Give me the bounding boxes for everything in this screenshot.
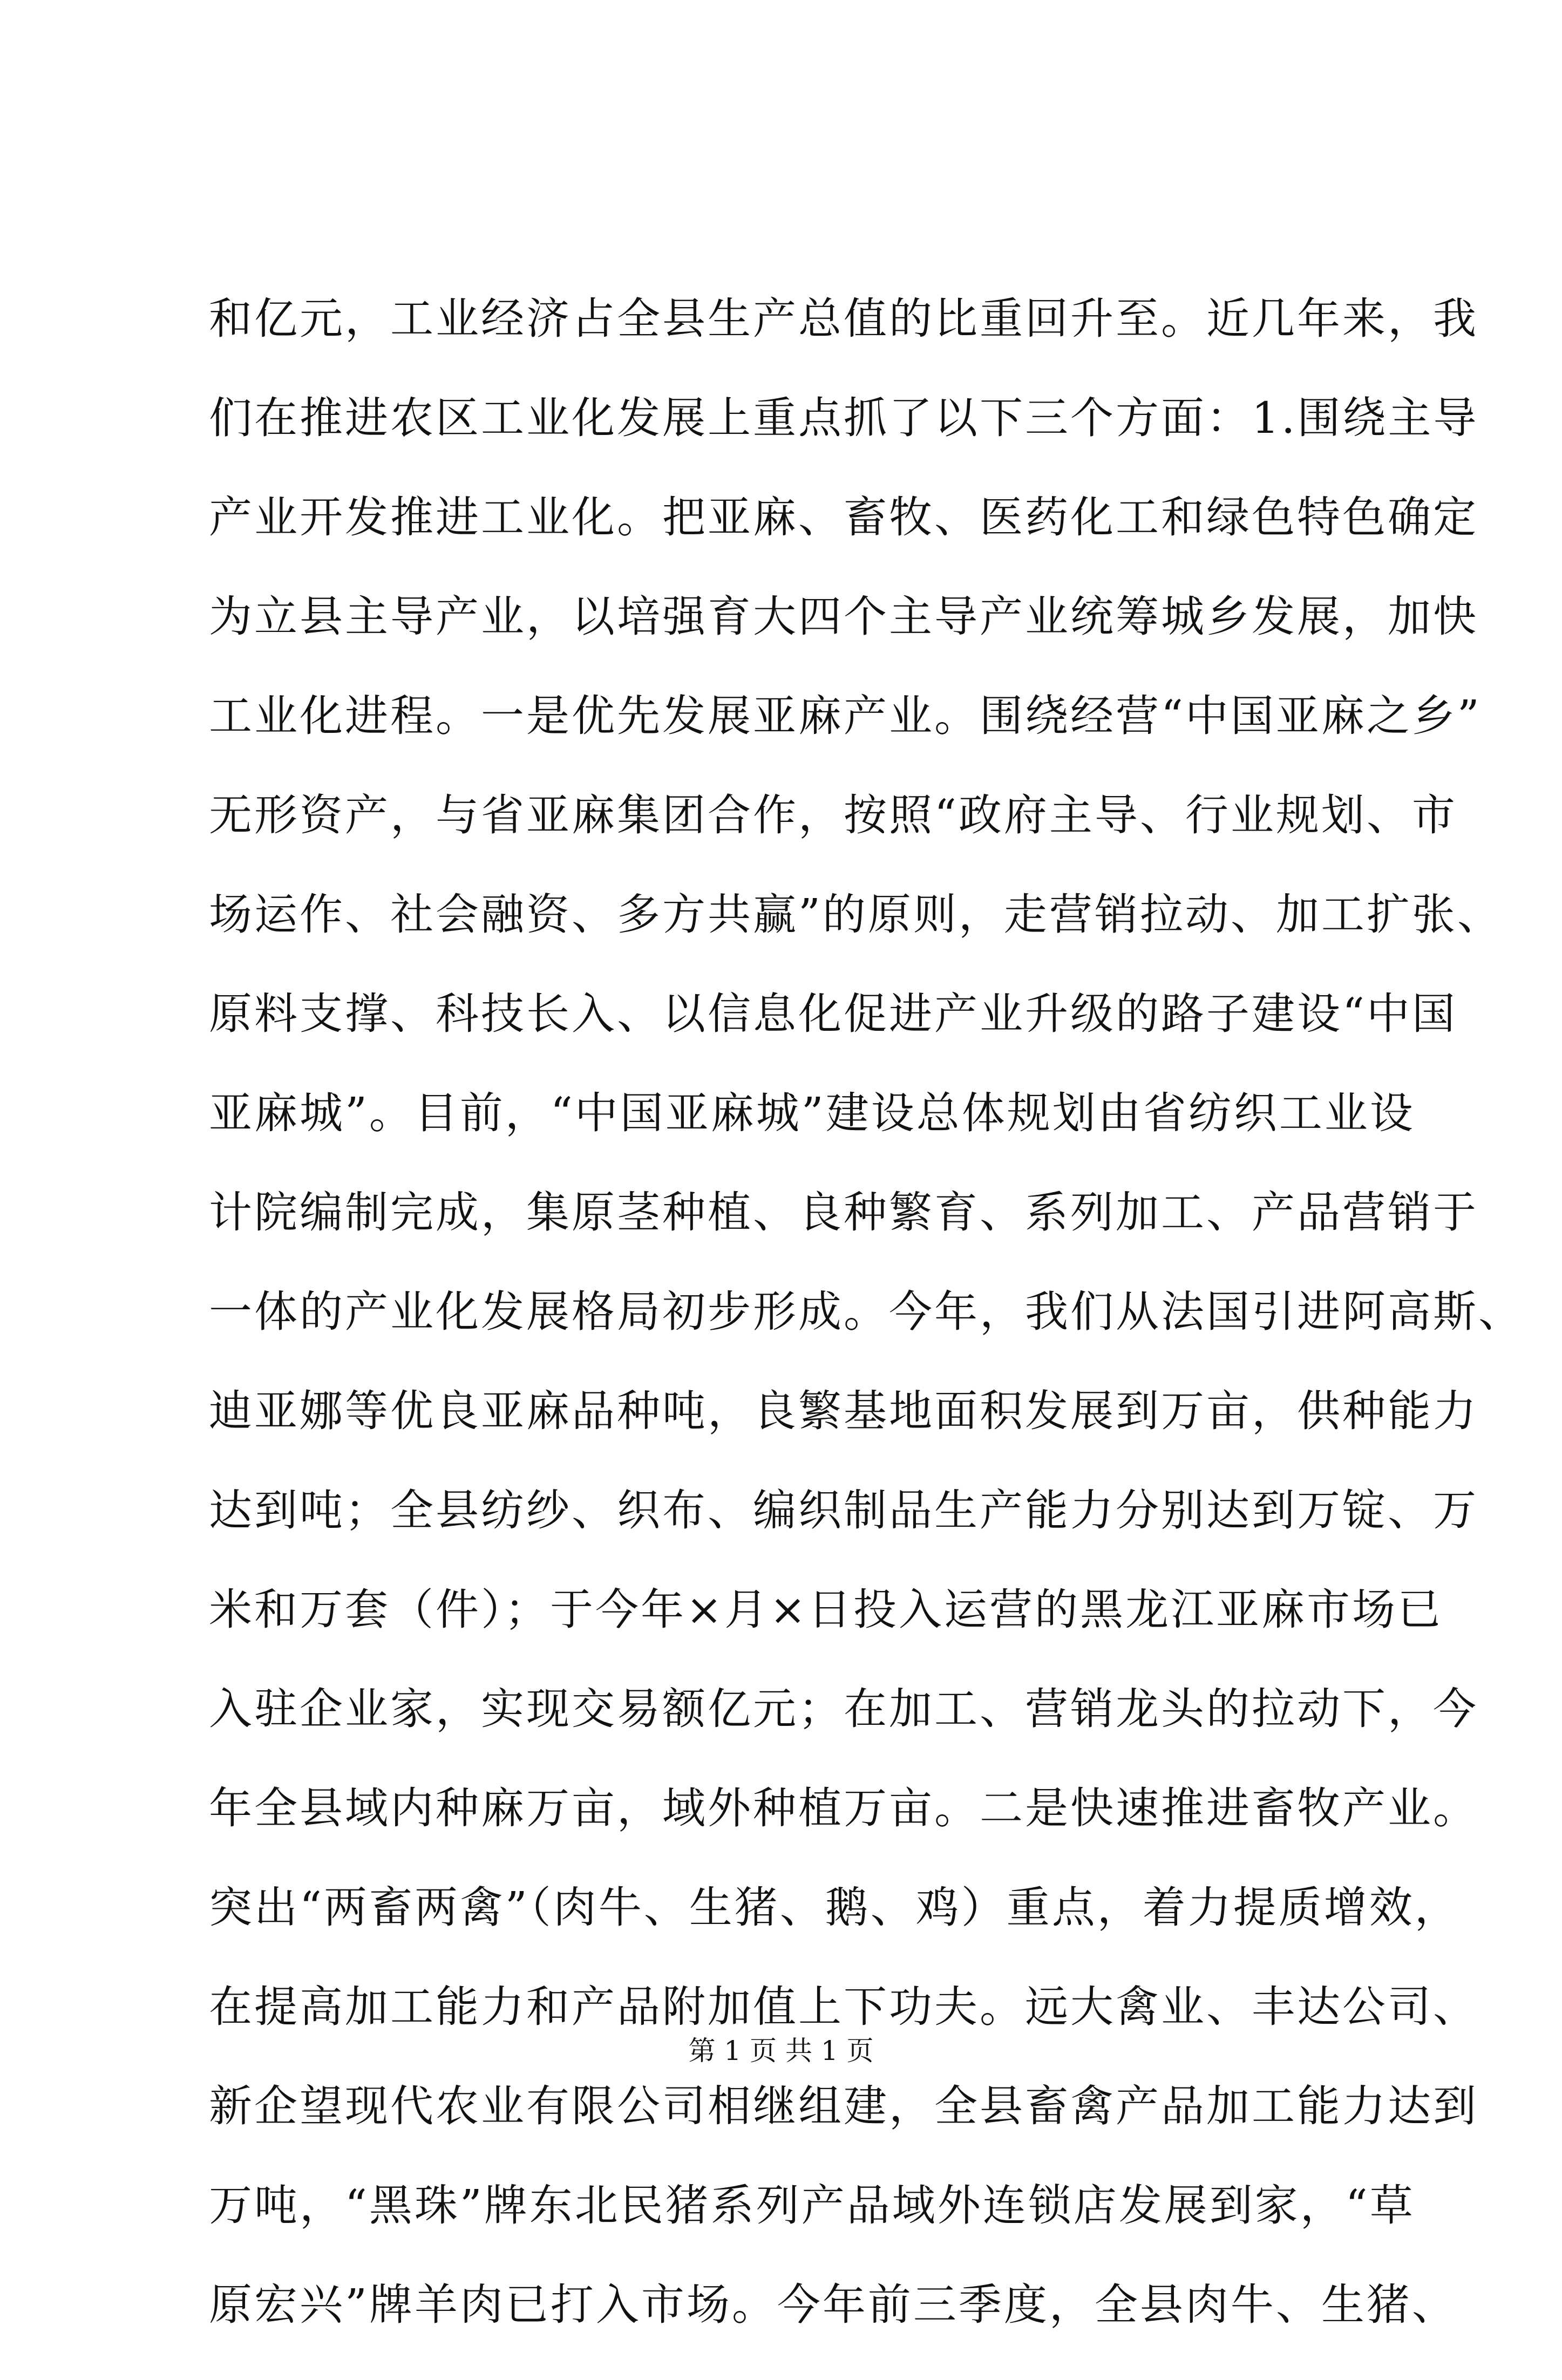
- text-line: 和亿元，工业经济占全县生产总值的比重回升至。近几年来，我: [209, 294, 1478, 344]
- text-line: 在提高加工能力和产品附加值上下功夫。远大禽业、丰达公司、: [209, 1982, 1478, 2032]
- text-line: 年全县域内种麻万亩，域外种植万亩。二是快速推进畜牧产业。: [209, 1783, 1478, 1833]
- body-text: [209, 294, 1524, 2380]
- text-line: 计院编制完成，集原茎种植、良种繁育、系列加工、产品营销于: [209, 1187, 1478, 1237]
- text-line: 工业化进程。一是优先发展亚麻产业。围绕经营“中国亚麻之乡”: [209, 691, 1482, 741]
- text-line: 为立县主导产业，以培强育大四个主导产业统筹城乡发展，加快: [209, 591, 1478, 642]
- text-line: 迪亚娜等优良亚麻品种吨，良繁基地面积发展到万亩，供种能力: [209, 1386, 1478, 1436]
- text-line: 场运作、社会融资、多方共赢”的原则，走营销拉动、加工扩张、: [209, 889, 1503, 940]
- text-line: 亚麻城”。目前，“中国亚麻城”建设总体规划由省纺织工业设: [209, 1088, 1415, 1138]
- text-line: 一体的产业化发展格局初步形成。今年，我们从法国引进阿高斯、: [209, 1287, 1524, 1337]
- text-line: 达到吨；全县纺纱、织布、编织制品生产能力分别达到万锭、万: [209, 1485, 1478, 1535]
- text-line: 原料支撑、科技长入、以信息化促进产业升级的路子建设“中国: [209, 989, 1457, 1039]
- text-line: 突出“两畜两禽”（肉牛、生猪、鹅、鸡）重点，着力提质增效，: [209, 1882, 1460, 1933]
- text-line: 万吨，“黑珠”牌东北民猪系列产品域外连锁店发展到家，“草: [209, 2180, 1415, 2231]
- page-footer: 第 1 页 共 1 页: [688, 2035, 874, 2066]
- text-line: 米和万套（件）；于今年×月×日投入运营的黑龙江亚麻市场已: [209, 1585, 1443, 1635]
- text-line: 新企望现代农业有限公司相继组建，全县畜禽产品加工能力达到: [209, 2081, 1478, 2131]
- text-line: 原宏兴”牌羊肉已打入市场。今年前三季度，全县肉牛、生猪、: [209, 2280, 1457, 2330]
- text-line: 无形资产，与省亚麻集团合作，按照“政府主导、行业规划、市: [209, 790, 1457, 840]
- text-line: 们在推进农区工业化发展上重点抓了以下三个方面：1.围绕主导: [209, 393, 1479, 443]
- text-line: 产业开发推进工业化。把亚麻、畜牧、医药化工和绿色特色确定: [209, 492, 1478, 542]
- text-line: 入驻企业家，实现交易额亿元；在加工、营销龙头的拉动下，今: [209, 1684, 1478, 1734]
